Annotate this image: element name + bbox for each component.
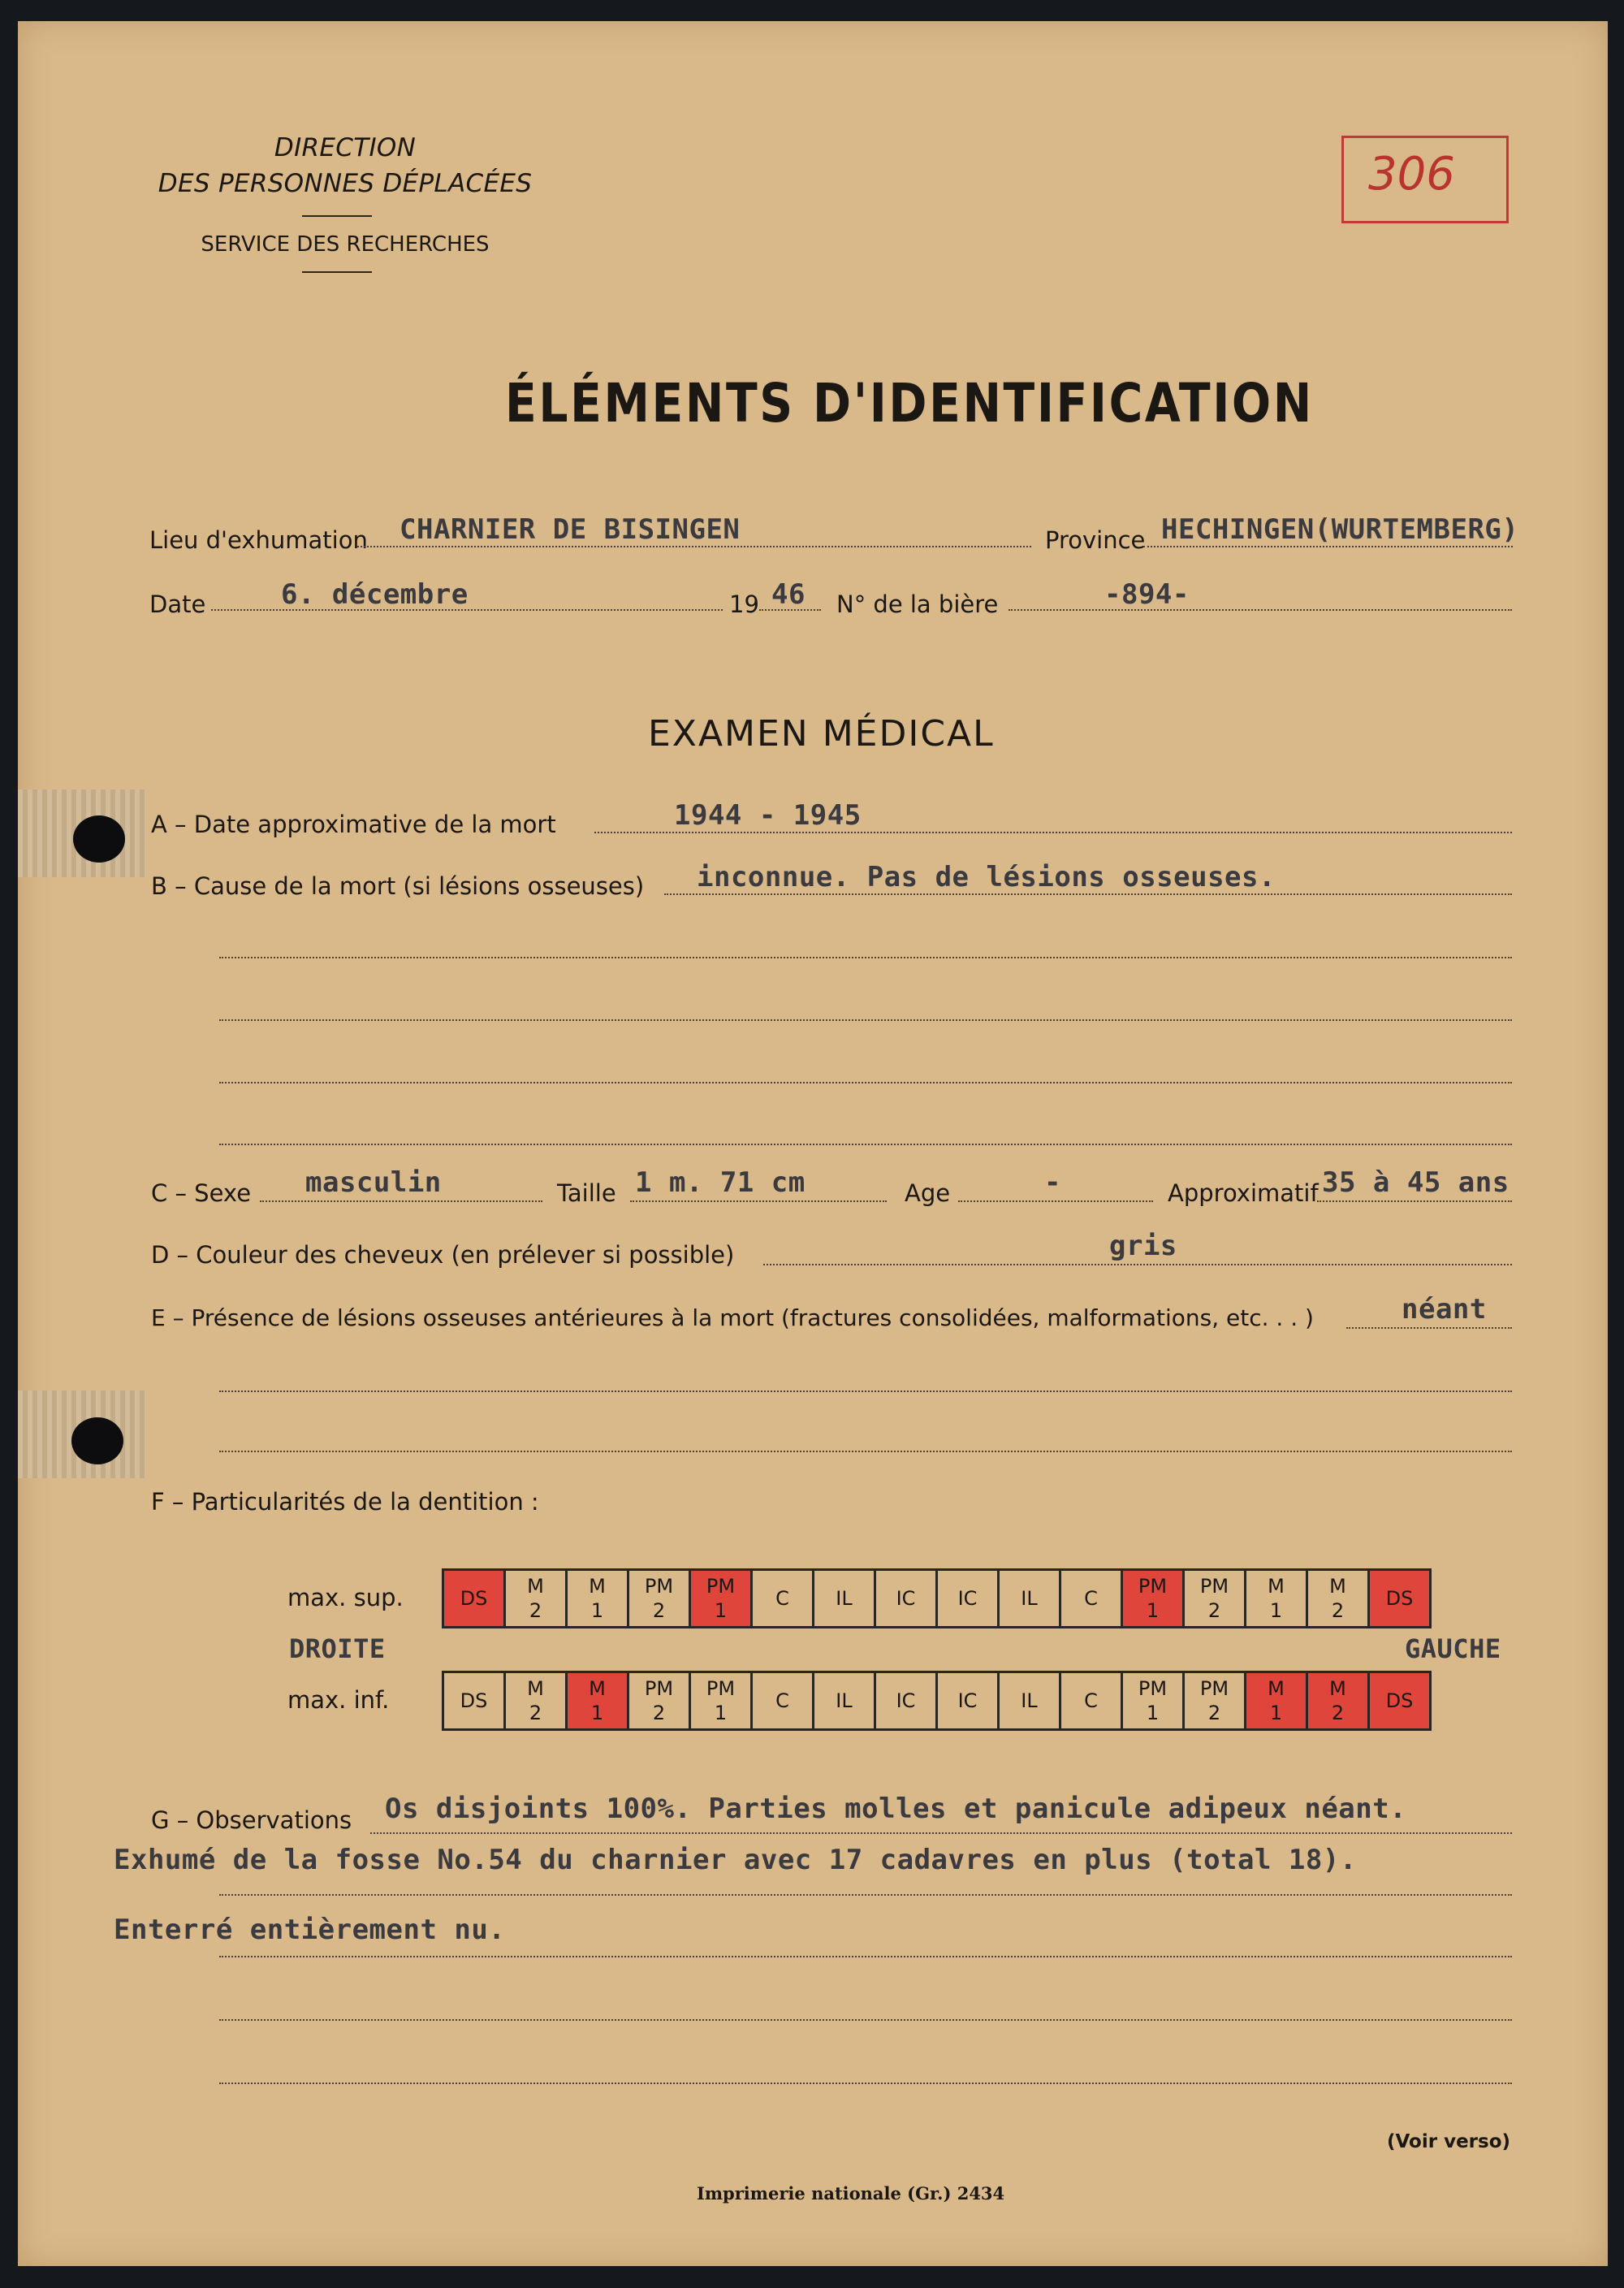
tooth-number: 2: [652, 1702, 666, 1724]
exam-b-dotted-line: [664, 893, 1512, 895]
tooth-type: M: [589, 1677, 606, 1700]
lower-tooth-cell: [999, 1672, 1060, 1730]
dentition-lower-row: [442, 1671, 1432, 1731]
tooth-type: M: [1268, 1575, 1285, 1598]
lower-tooth-cell: [567, 1672, 628, 1730]
tooth-number: 2: [1207, 1702, 1221, 1724]
tooth-number: 2: [652, 1599, 666, 1622]
upper-tooth-cell: [937, 1570, 999, 1628]
tooth-number: 2: [529, 1702, 542, 1724]
lower-tooth-cell: [937, 1672, 999, 1730]
age-label: Age: [905, 1179, 951, 1207]
observations-line-2: Exhumé de la fosse No.54 du charnier avec 17 cadavres en plus (total 18).: [114, 1844, 1357, 1876]
tooth-type: M: [1268, 1677, 1285, 1700]
exam-e-value: néant: [1402, 1293, 1487, 1326]
exam-d-dotted-line: [763, 1264, 1512, 1265]
exam-e-label: E – Présence de lésions osseuses antérieures à la mort (fractures consolidées, malformations, etc. . . ): [151, 1304, 1314, 1331]
exam-d-value: gris: [1109, 1230, 1177, 1262]
lower-tooth-cell: [1184, 1672, 1246, 1730]
dentition-upper-row: [442, 1568, 1432, 1628]
tooth-type: DS: [460, 1587, 488, 1610]
tooth-type: IC: [896, 1689, 916, 1712]
lower-tooth-cell: [1060, 1672, 1122, 1730]
lower-tooth-cell: [875, 1672, 937, 1730]
approx-value: 35 à 45 ans: [1322, 1166, 1510, 1199]
exam-a-dotted-line: [594, 832, 1512, 833]
tooth-type: IL: [1021, 1587, 1038, 1610]
province-label: Province: [1045, 526, 1146, 554]
tooth-type: C: [775, 1689, 789, 1712]
lieu-label: Lieu d'exhumation: [149, 526, 368, 554]
exam-a-value: 1944 - 1945: [674, 799, 862, 832]
lower-tooth-cell: [443, 1672, 505, 1730]
upper-tooth-cell: [1369, 1570, 1431, 1628]
voir-verso: (Voir verso): [1387, 2131, 1511, 2152]
tooth-type: IL: [836, 1587, 853, 1610]
exam-b-value: inconnue. Pas de lésions osseuses.: [697, 861, 1276, 893]
red-stamp-box: [1341, 136, 1509, 223]
year-value: 46: [771, 578, 806, 611]
exam-f-label: F – Particularités de la dentition :: [151, 1488, 539, 1516]
tooth-type: PM: [1199, 1575, 1229, 1598]
tooth-type: C: [775, 1587, 789, 1610]
header-rule-2: [302, 271, 372, 273]
upper-tooth-cell: [814, 1570, 875, 1628]
tooth-type: IL: [836, 1689, 853, 1712]
imprimerie-footer: Imprimerie nationale (Gr.) 2434: [697, 2183, 1005, 2204]
tooth-number: 1: [1269, 1702, 1283, 1724]
taille-dotted-line: [630, 1200, 887, 1202]
tooth-type: IC: [957, 1689, 978, 1712]
exam-b-blank-line-2: [219, 1019, 1512, 1021]
droite-label: DROITE: [289, 1633, 386, 1664]
tooth-type: IL: [1021, 1689, 1038, 1712]
header-service: SERVICE DES RECHERCHES: [201, 232, 490, 257]
approx-label: Approximatif: [1168, 1179, 1319, 1207]
lower-tooth-cell: [1307, 1672, 1369, 1730]
max-sup-label: max. sup.: [287, 1584, 404, 1611]
biere-dotted-line: [1009, 609, 1512, 611]
sexe-dotted-line: [260, 1200, 542, 1202]
tooth-type: IC: [896, 1587, 916, 1610]
tooth-number: 1: [590, 1599, 604, 1622]
tooth-number: 2: [529, 1599, 542, 1622]
date-label: Date: [149, 590, 206, 618]
punch-hole-top: [73, 815, 125, 863]
lower-tooth-cell: [690, 1672, 752, 1730]
observations-line-1: Os disjoints 100%. Parties molles et panicule adipeux néant.: [385, 1793, 1407, 1825]
date-value: 6. décembre: [281, 578, 469, 611]
header-personnes-deplacees: DES PERSONNES DÉPLACÉES: [158, 169, 533, 198]
lower-tooth-cell: [1369, 1672, 1431, 1730]
observations-dotted-line-2: [219, 1894, 1512, 1896]
exam-heading: EXAMEN MÉDICAL: [648, 713, 995, 755]
tooth-type: PM: [644, 1677, 674, 1700]
tooth-number: 1: [1269, 1599, 1283, 1622]
upper-tooth-cell: [443, 1570, 505, 1628]
upper-tooth-cell: [567, 1570, 628, 1628]
biere-label: N° de la bière: [836, 590, 999, 618]
upper-tooth-cell: [1122, 1570, 1184, 1628]
age-value: -: [1044, 1166, 1061, 1199]
tooth-type: PM: [706, 1677, 736, 1700]
taille-label: Taille: [557, 1179, 616, 1207]
tooth-number: 2: [1207, 1599, 1221, 1622]
upper-tooth-cell: [1060, 1570, 1122, 1628]
observations-dotted-line-5: [219, 2083, 1512, 2084]
tooth-type: DS: [1385, 1689, 1414, 1712]
exam-b-blank-line-4: [219, 1144, 1512, 1145]
exam-a-label: A – Date approximative de la mort: [151, 811, 556, 838]
punch-hole-bottom: [71, 1417, 123, 1464]
upper-tooth-cell: [999, 1570, 1060, 1628]
observations-dotted-line-4: [219, 2019, 1512, 2021]
upper-tooth-cell: [752, 1570, 814, 1628]
tooth-type: C: [1084, 1689, 1098, 1712]
tooth-type: C: [1084, 1587, 1098, 1610]
tooth-number: 1: [590, 1702, 604, 1724]
year-prefix: 19: [729, 590, 759, 618]
tooth-type: M: [1329, 1677, 1346, 1700]
tooth-number: 1: [714, 1702, 728, 1724]
max-inf-label: max. inf.: [287, 1686, 390, 1714]
biere-value: -894-: [1104, 578, 1190, 611]
lower-tooth-cell: [1122, 1672, 1184, 1730]
tooth-type: PM: [1138, 1575, 1168, 1598]
observations-dotted-line-1: [370, 1832, 1512, 1834]
header-rule-1: [302, 215, 372, 217]
upper-tooth-cell: [1246, 1570, 1307, 1628]
sexe-value: masculin: [305, 1166, 442, 1199]
lieu-value: CHARNIER DE BISINGEN: [400, 513, 741, 546]
upper-tooth-cell: [875, 1570, 937, 1628]
tooth-number: 2: [1331, 1702, 1345, 1724]
lieu-dotted-line: [357, 546, 1031, 547]
lower-tooth-cell: [1246, 1672, 1307, 1730]
exam-e-dotted-line: [1346, 1327, 1512, 1329]
exam-b-label: B – Cause de la mort (si lésions osseuses): [151, 872, 645, 900]
province-value: HECHINGEN(WURTEMBERG): [1161, 513, 1519, 546]
upper-tooth-cell: [1184, 1570, 1246, 1628]
tooth-type: DS: [1385, 1587, 1414, 1610]
province-dotted-line: [1143, 546, 1513, 547]
tooth-type: M: [527, 1575, 544, 1598]
tooth-type: DS: [460, 1689, 488, 1712]
gauche-label: GAUCHE: [1405, 1633, 1501, 1664]
tooth-type: M: [527, 1677, 544, 1700]
upper-tooth-cell: [1307, 1570, 1369, 1628]
tooth-number: 2: [1331, 1599, 1345, 1622]
tooth-number: 1: [1146, 1702, 1160, 1724]
tooth-type: PM: [706, 1575, 736, 1598]
lower-tooth-cell: [752, 1672, 814, 1730]
exam-e-blank-line-2: [219, 1451, 1512, 1452]
taille-value: 1 m. 71 cm: [635, 1166, 806, 1199]
tooth-number: 1: [714, 1599, 728, 1622]
upper-tooth-cell: [628, 1570, 690, 1628]
lower-tooth-cell: [505, 1672, 567, 1730]
exam-e-blank-line-1: [219, 1391, 1512, 1392]
page-title: ÉLÉMENTS D'IDENTIFICATION: [505, 372, 1314, 435]
observations-dotted-line-3: [219, 1956, 1512, 1957]
exam-c-label: C – Sexe: [151, 1179, 252, 1207]
exam-b-blank-line-3: [219, 1082, 1512, 1083]
age-dotted-line: [958, 1200, 1153, 1202]
tooth-type: IC: [957, 1587, 978, 1610]
tooth-type: M: [589, 1575, 606, 1598]
header-direction: DIRECTION: [274, 133, 417, 162]
upper-tooth-cell: [690, 1570, 752, 1628]
observations-label: G – Observations: [151, 1806, 352, 1834]
approx-dotted-line: [1317, 1200, 1512, 1202]
tooth-type: PM: [1199, 1677, 1229, 1700]
stamp-number: 306: [1368, 148, 1455, 201]
lower-tooth-cell: [628, 1672, 690, 1730]
exam-d-label: D – Couleur des cheveux (en prélever si possible): [151, 1241, 735, 1269]
tooth-type: M: [1329, 1575, 1346, 1598]
observations-line-3: Enterré entièrement nu.: [114, 1914, 506, 1946]
upper-tooth-cell: [505, 1570, 567, 1628]
exam-b-blank-line-1: [219, 957, 1512, 958]
tooth-number: 1: [1146, 1599, 1160, 1622]
lower-tooth-cell: [814, 1672, 875, 1730]
tooth-type: PM: [1138, 1677, 1168, 1700]
tooth-type: PM: [644, 1575, 674, 1598]
